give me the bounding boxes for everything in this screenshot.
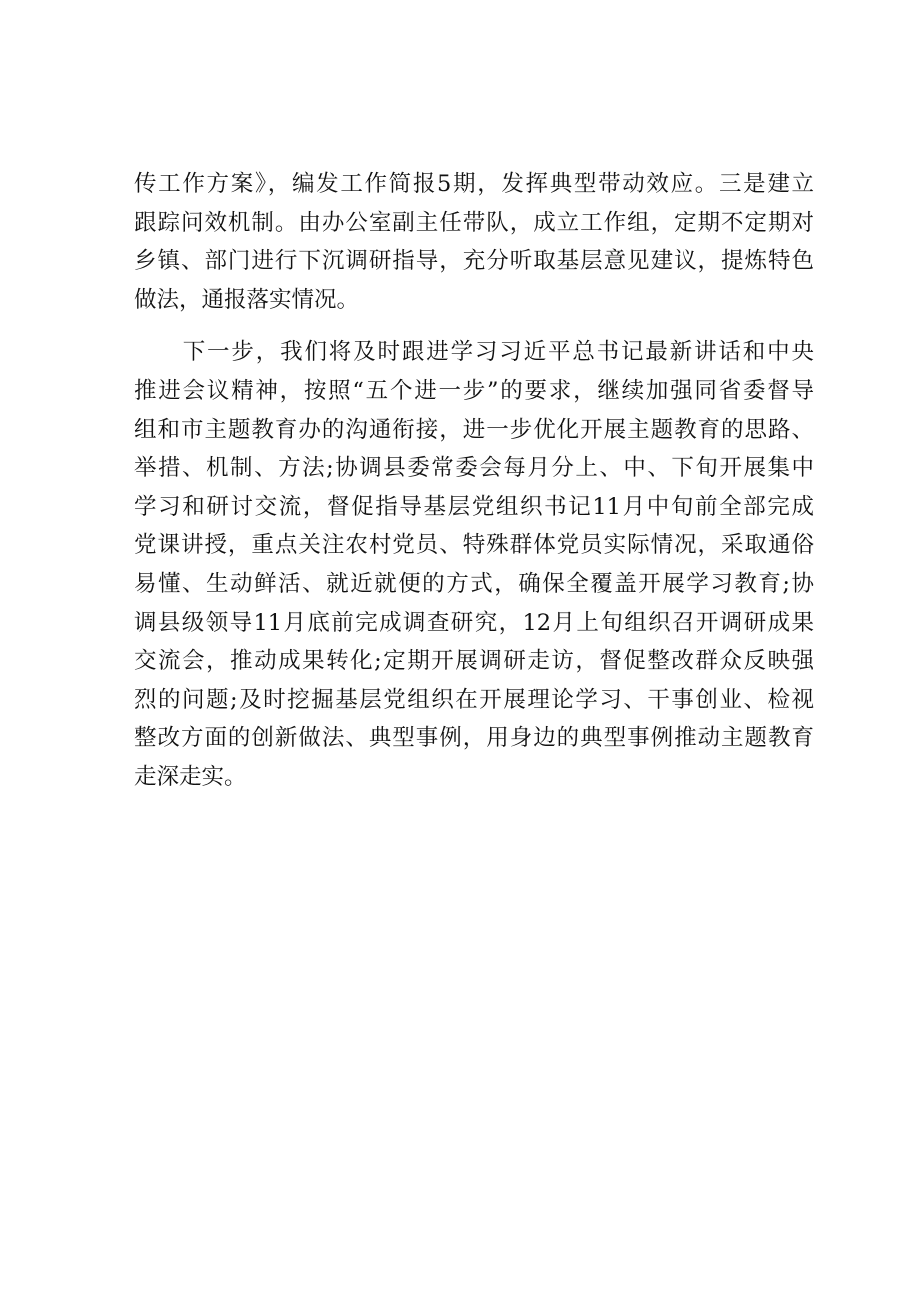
text-line: 整改方面的创新做法、典型事例，用身边的典型事例推动主题教育 (134, 725, 814, 752)
paragraph-2 (134, 333, 814, 796)
text-line: 调县级领导11月底前完成调查研究，12月上旬组织召开调研成果 (134, 609, 814, 636)
text-line: 烈的问题;及时挖掘基层党组织在开展理论学习、干事创业、检视 (134, 686, 814, 713)
document-body (134, 165, 814, 797)
text-line: 走深走实。 (134, 763, 247, 790)
text-line: 传工作方案》，编发工作简报5期，发挥典型带动效应。三是建立 (134, 171, 814, 197)
text-line: 党课讲授，重点关注农村党员、特殊群体党员实际情况，采取通俗 (134, 532, 814, 559)
text-line: 推进会议精神，按照“五个进一步”的要求，继续加强同省委督导 (134, 377, 814, 404)
text-line: 易懂、生动鲜活、就近就便的方式，确保全覆盖开展学习教育;协 (134, 570, 814, 597)
text-line: 举措、机制、方法;协调县委常委会每月分上、中、下旬开展集中 (134, 455, 814, 482)
text-line: 组和市主题教育办的沟通衔接，进一步优化开展主题教育的思路、 (134, 416, 814, 443)
text-line: 下一步，我们将及时跟进学习习近平总书记最新讲话和中央 (134, 339, 814, 366)
text-line: 乡镇、部门进行下沉调研指导，充分听取基层意见建议，提炼特色 (134, 248, 814, 275)
text-line: 交流会，推动成果转化;定期开展调研走访，督促整改群众反映强 (134, 648, 814, 675)
text-line: 跟踪问效机制。由办公室副主任带队，成立工作组，定期不定期对 (134, 209, 814, 236)
paragraph-spacer (134, 319, 814, 333)
paragraph-1 (134, 165, 814, 319)
text-line: 学习和研讨交流，督促指导基层党组织书记11月中旬前全部完成 (134, 493, 814, 520)
text-line: 做法，通报落实情况。 (134, 286, 360, 313)
